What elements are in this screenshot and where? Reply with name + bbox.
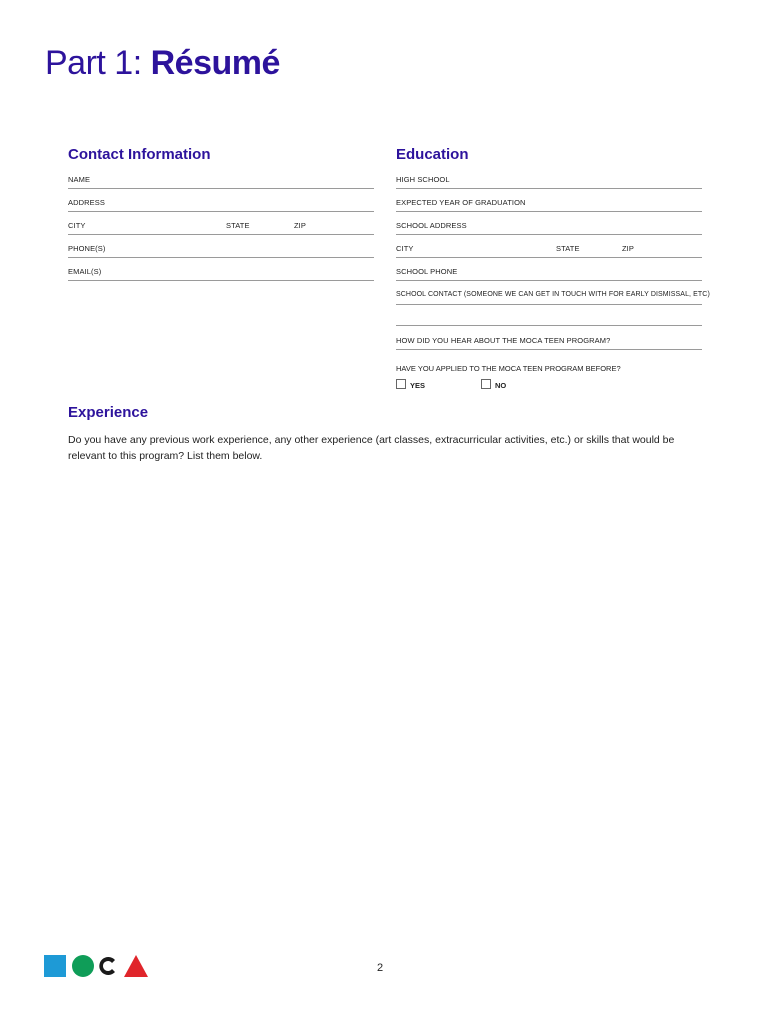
graduation-year-label: EXPECTED YEAR OF GRADUATION — [396, 198, 526, 207]
school-contact-input[interactable] — [396, 312, 696, 324]
address-input[interactable] — [118, 198, 368, 210]
yes-label: YES — [410, 381, 426, 390]
emails-input[interactable] — [110, 267, 368, 279]
experience-heading: Experience — [68, 404, 149, 421]
city-input[interactable] — [98, 221, 218, 233]
school-zip-input[interactable] — [642, 244, 697, 256]
emails-field[interactable] — [68, 267, 374, 281]
high-school-label: HIGH SCHOOL — [396, 175, 450, 184]
school-city-state-zip-field[interactable] — [396, 244, 702, 258]
high-school-input[interactable] — [456, 175, 696, 187]
page-title-bold: Résumé — [150, 44, 280, 82]
city-state-zip-field[interactable] — [68, 221, 374, 235]
zip-label: ZIP — [294, 221, 306, 230]
school-zip-label: ZIP — [622, 244, 634, 253]
state-label: STATE — [226, 221, 250, 230]
address-field[interactable] — [68, 198, 374, 212]
page-number: 2 — [377, 962, 384, 974]
logo-square-shape — [44, 955, 66, 977]
heard-about-field[interactable] — [396, 336, 702, 350]
emails-label: EMAIL(S) — [68, 267, 102, 276]
graduation-year-field[interactable] — [396, 198, 702, 212]
yes-checkbox[interactable] — [396, 379, 406, 389]
school-state-input[interactable] — [588, 244, 618, 256]
school-city-label: CITY — [396, 244, 414, 253]
page-title-light: Part 1: — [45, 44, 151, 82]
no-label: NO — [495, 381, 507, 390]
school-contact-line-2[interactable] — [396, 312, 702, 326]
logo-circle-shape — [72, 955, 94, 977]
school-phone-input[interactable] — [461, 267, 696, 279]
address-label: ADDRESS — [68, 198, 105, 207]
state-input[interactable] — [258, 221, 288, 233]
phones-field[interactable] — [68, 244, 374, 258]
logo-c-shape — [99, 957, 115, 975]
education-heading: Education — [396, 146, 469, 163]
school-phone-label: SCHOOL PHONE — [396, 267, 458, 276]
name-input[interactable] — [108, 175, 368, 187]
page-title — [45, 44, 280, 83]
school-address-input[interactable] — [471, 221, 696, 233]
school-phone-field[interactable] — [396, 267, 702, 281]
school-city-input[interactable] — [426, 244, 546, 256]
no-checkbox[interactable] — [481, 379, 491, 389]
school-contact-label: SCHOOL CONTACT (SOMEONE WE CAN GET IN TOUCH WITH FOR EARLY DISMISSAL, ETC) — [396, 291, 710, 298]
applied-before-question: HAVE YOU APPLIED TO THE MOCA TEEN PROGRAM BEFORE? — [396, 364, 621, 373]
phones-label: PHONE(S) — [68, 244, 106, 253]
school-address-label: SCHOOL ADDRESS — [396, 221, 467, 230]
logo-triangle-shape — [124, 955, 148, 977]
experience-input[interactable] — [68, 470, 712, 944]
school-state-label: STATE — [556, 244, 580, 253]
phones-input[interactable] — [113, 244, 368, 256]
city-label: CITY — [68, 221, 86, 230]
zip-input[interactable] — [314, 221, 369, 233]
moca-logo — [44, 954, 150, 978]
school-address-field[interactable] — [396, 221, 702, 235]
graduation-year-input[interactable] — [524, 198, 696, 210]
high-school-field[interactable] — [396, 175, 702, 189]
experience-prompt: Do you have any previous work experience, any other experience (art classes, extracurricular activities, etc.) or skills that would be relevant to this program? List them below. — [68, 434, 675, 462]
name-label: NAME — [68, 175, 91, 184]
school-contact-field[interactable] — [396, 291, 710, 305]
heard-about-label: HOW DID YOU HEAR ABOUT THE MOCA TEEN PROGRAM? — [396, 336, 611, 345]
contact-heading: Contact Information — [68, 146, 211, 163]
heard-about-input[interactable] — [596, 336, 696, 348]
name-field[interactable] — [68, 175, 374, 189]
